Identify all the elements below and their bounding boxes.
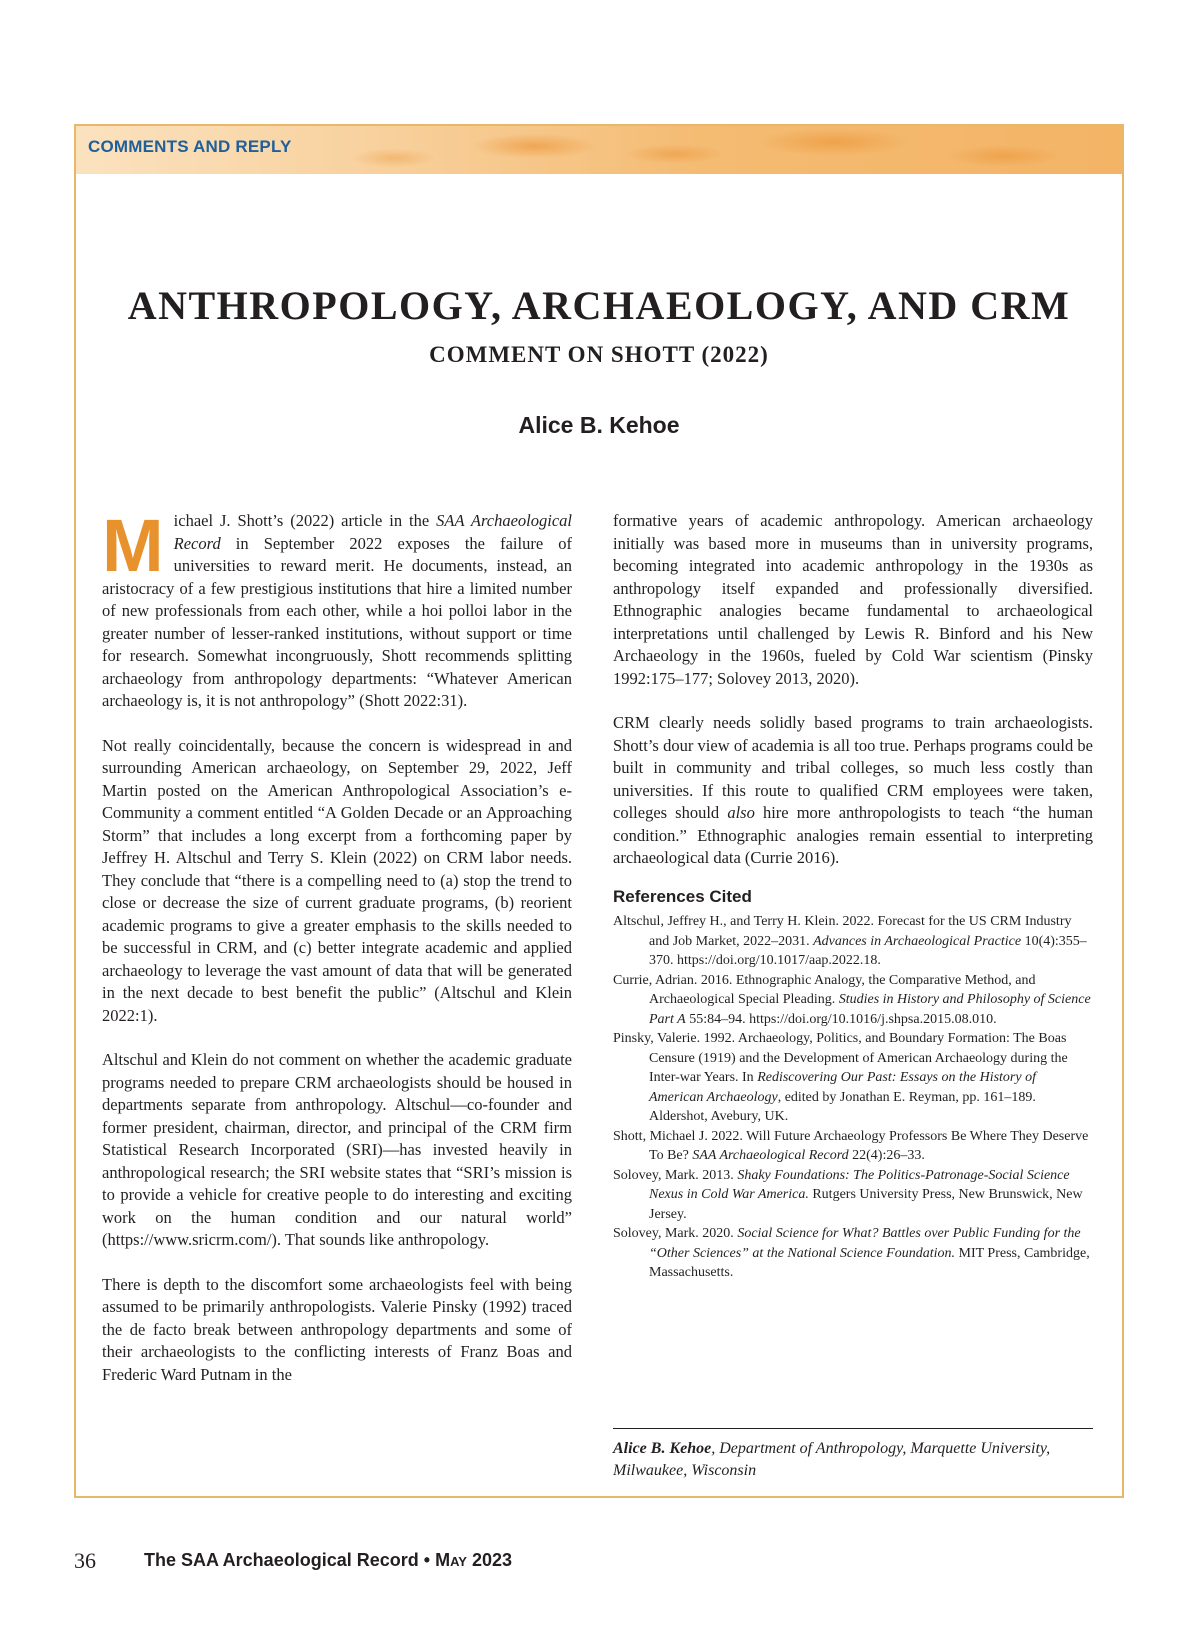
reference-source: Social Science for What? Battles over Public Funding for the “Other Sciences” at the National Science Foundation. (649, 1226, 1081, 1261)
reference-text: Pinsky, Valerie. 1992. Archaeology, Politics, and Boundary Formation: The Boas Censure (1919) and the Development of American Archaeology during the Inter-war Years. In (613, 1031, 1068, 1085)
reference-source: Studies in History and Philosophy of Science Part A (649, 992, 1091, 1027)
reference-source: Advances in Archaeological Practice (813, 933, 1022, 949)
reference-text: Altschul, Jeffrey H., and Terry H. Klein. 2022. Forecast for the US CRM Industry and Job Market, 2022–2031. (613, 914, 1072, 949)
reference-text: 55:84–94. https://doi.org/10.1016/j.shpsa.2015.08.010. (685, 1011, 997, 1027)
reference-text: , edited by Jonathan E. Reyman, pp. 161–189. Aldershot, Avebury, UK. (649, 1089, 1036, 1124)
reference-source: Shaky Foundations: The Politics-Patronage-Social Science Nexus in Cold War America. (649, 1167, 1070, 1202)
article-subtitle: COMMENT ON SHOTT (2022) (429, 342, 769, 367)
paragraph-5: formative years of academic anthropology. American archaeology initially was based more in museums than in university programs, becoming integrated into academic anthropology in the 1930s as anthropology itself expanded and professionally diversified. Ethnographic analogies became fundamental to archaeological interpretations until challenged by Lewis R. Binford and his New Archaeology in the 1960s, fueled by Cold War scientism (Pinsky 1992:175–177; Solovey 2013, 2020). (613, 511, 1093, 688)
body-column-right (613, 510, 1093, 1283)
paragraph-6-emphasis: also (727, 803, 755, 822)
paragraph-1-text-b: in September 2022 exposes the failure of universities to reward merit. He documents, instead, an aristocracy of a few prestigious institutions that hire a limited number of new professionals from each other, while a hoi polloi labor in the greater number of lesser-ranked institutions, without support or time for research. Somewhat incongruously, Shott recommends splitting archaeology from anthropology departments: “Whatever American archaeology is, it is not anthropology” (Shott 2022:31). (102, 533, 572, 710)
affiliation-author-name: Alice B. Kehoe (613, 1440, 712, 1457)
paragraph-1-text-a: ichael J. Shott’s (2022) article in the (173, 511, 437, 530)
affiliation-text: , Department of Anthropology, Marquette University, Milwaukee, Wisconsin (613, 1440, 1051, 1479)
paragraph-6-text-a: CRM clearly needs solidly based programs to train archaeologists. Shott’s dour view of academia is all too true. Perhaps programs could be built in community and tribal colleges, so much less costly than universities. If this route to qualified CRM employees were taken, colleges should (613, 713, 1093, 822)
reference-text: Currie, Adrian. 2016. Ethnographic Analogy, the Comparative Method, and Archaeological Special Pleading. (613, 972, 1036, 1007)
paragraph-1 (102, 504, 572, 713)
paragraph-4: There is depth to the discomfort some archaeologists feel with being assumed to be primarily anthropologists. Valerie Pinsky (1992) traced the de facto break between anthropology departments and some of their archaeologists to the conflicting interests of Franz Boas and Frederic Ward Putnam in the (102, 1274, 572, 1384)
reference-text: MIT Press, Cambridge, Massachusetts. (649, 1245, 1090, 1280)
reference-item (613, 1166, 1093, 1225)
reference-item (613, 971, 1093, 1030)
reference-text: Solovey, Mark. 2013. (613, 1167, 738, 1183)
reference-item (613, 912, 1093, 971)
author-affiliation (613, 1438, 1093, 1482)
article-author: Alice B. Kehoe (518, 412, 680, 438)
reference-text: 22(4):26–33. (848, 1148, 925, 1163)
journal-name: The SAA Archaeological Record (144, 1550, 419, 1570)
affiliation-divider (613, 1428, 1093, 1429)
paragraph-6-text-b: hire more anthropologists to teach “the human condition.” Ethnographic analogies remain essential to interpreting archaeological data (Currie 2016). (613, 803, 1093, 867)
article-title: ANTHROPOLOGY, ARCHAEOLOGY, AND CRM (127, 283, 1071, 328)
reference-item (613, 1224, 1093, 1283)
page-footer (74, 1548, 512, 1574)
paragraph-3: Altschul and Klein do not comment on whether the academic graduate programs needed to prepare CRM archaeologists should be housed in departments separate from anthropology. Altschul—co-founder and former president, chairman, director, and principal of the CRM firm Statistical Research Incorporated (SRI)—has invested heavily in anthropological research; the SRI website states that “SRI’s mission is to provide a vehicle for creative people to do interesting and exciting work on the human condition and our natural world” (https://www.sricrm.com/). That sounds like anthropology. (102, 1050, 572, 1249)
references-heading: References Cited (613, 886, 752, 906)
drop-cap: M (102, 504, 164, 587)
reference-source: Rediscovering Our Past: Essays on the History of American Archaeology (649, 1070, 1036, 1105)
section-label: COMMENTS AND REPLY (88, 137, 292, 156)
footer-journal (144, 1550, 512, 1571)
reference-item (613, 1127, 1093, 1166)
paragraph-1-journal: SAA Archaeological Record (173, 511, 572, 553)
paragraph-6 (613, 712, 1093, 870)
reference-text: Shott, Michael J. 2022. Will Future Archaeology Professors Be Where They Deserve To Be? (613, 1128, 1089, 1163)
issue-date: May 2023 (435, 1550, 512, 1570)
references-list (613, 912, 1093, 1283)
paragraph-2: Not really coincidentally, because the concern is widespread in and surrounding American archaeology, on September 29, 2022, Jeff Martin posted on the American Anthropological Association’s e-Community a comment entitled “A Golden Decade or an Approaching Storm” that includes a long excerpt from a forthcoming paper by Jeffrey H. Altschul and Terry S. Klein (2022) on CRM labor needs. They conclude that “there is a compelling need to (a) stop the trend to close or decrease the size of current graduate programs, (b) reorient academic programs to give a greater emphasis to the skills needed to be successful in CRM, and (c) better integrate academic and applied archaeology to leverage the vast amount of data that will be generated in the next decade to best benefit the public” (Altschul and Klein 2022:1). (102, 735, 572, 1025)
page-number: 36 (74, 1548, 96, 1573)
body-column-left (102, 504, 572, 1408)
reference-text: 10(4):355–370. https://doi.org/10.1017/aap.2022.18. (649, 933, 1087, 968)
footer-separator: • (423, 1550, 431, 1570)
reference-source: SAA Archaeological Record (692, 1148, 849, 1163)
reference-text: Solovey, Mark. 2020. (613, 1226, 738, 1241)
reference-text: Rutgers University Press, New Brunswick, New Jersey. (649, 1187, 1083, 1222)
reference-item (613, 1029, 1093, 1127)
